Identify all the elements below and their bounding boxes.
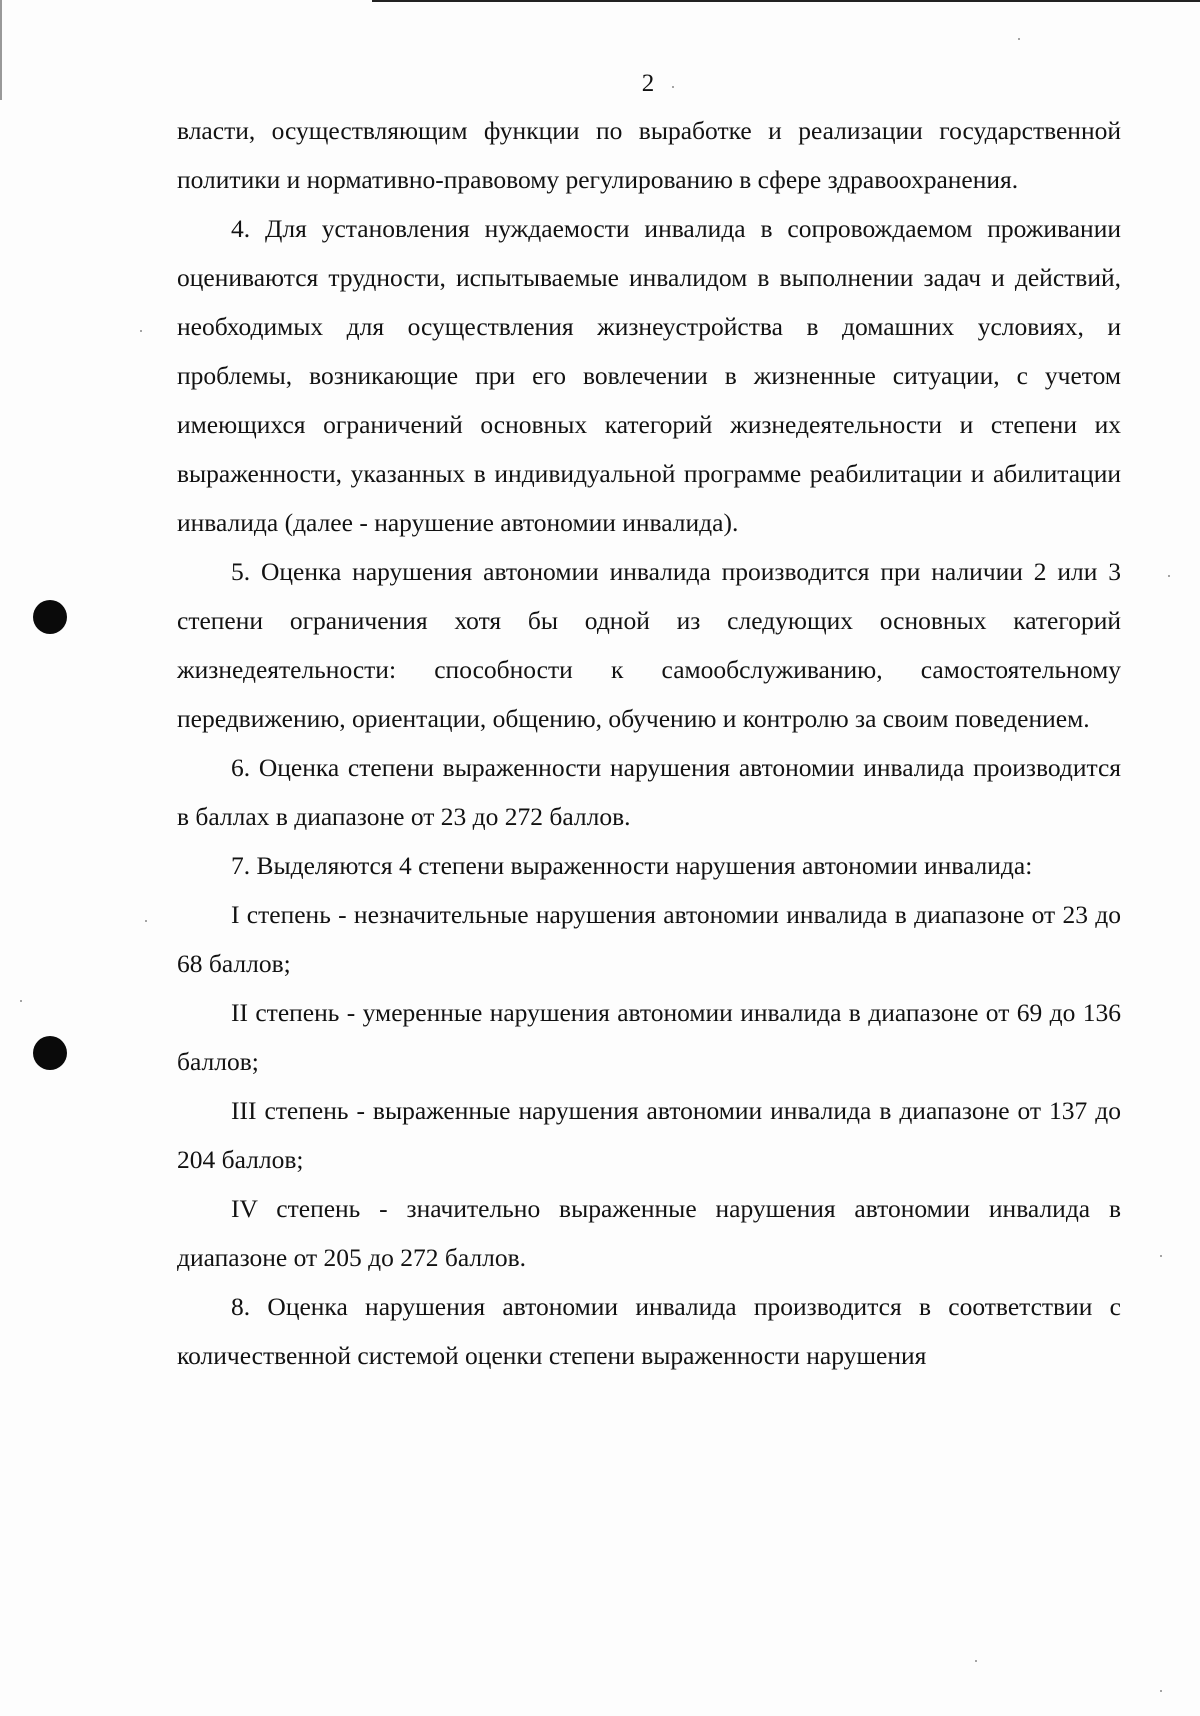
degree-3-paragraph: III степень - выраженные нарушения автономии инвалида в диапазоне от 137 до 204 баллов; [177,1096,1121,1174]
paragraph-continuation: власти, осуществляющим функции по выработке и реализации государственной политики и нормативно-правовому регулированию в сфере здравоохранения. [177,116,1121,194]
scan-speck [145,920,147,922]
scan-speck [1160,1255,1162,1257]
document-body [177,106,1121,1380]
paragraph-item-5: 5. Оценка нарушения автономии инвалида производится при наличии 2 или 3 степени ограничения хотя бы одной из следующих основных категорий жизнедеятельности: способности к самообслуживанию, самостоятельному передвижению, ориентации, общению, обучению и контролю за своим поведением. [177,557,1121,733]
degree-1-paragraph: I степень - незначительные нарушения автономии инвалида в диапазоне от 23 до 68 баллов; [177,900,1121,978]
page-number: 2 [641,70,655,97]
scan-speck [1018,38,1020,40]
paragraph-item-7: 7. Выделяются 4 степени выраженности нарушения автономии инвалида: [231,851,1033,880]
punch-hole-mark [33,1036,67,1070]
scan-top-border-line [372,0,1200,2]
scan-speck [1160,1690,1162,1692]
degree-2-paragraph: II степень - умеренные нарушения автономии инвалида в диапазоне от 69 до 136 баллов; [177,998,1121,1076]
paragraph-item-4: 4. Для установления нуждаемости инвалида в сопровождаемом проживании оцениваются трудности, испытываемые инвалидом в выполнении задач и действий, необходимых для осуществления жизнеустройства в домашних условиях, и проблемы, возникающие при его вовлечении в жизненные ситуации, с учетом имеющихся ограничений основных категорий жизнедеятельности и степени их выраженности, указанных в индивидуальной программе реабилитации и абилитации инвалида (далее - нарушение автономии инвалида). [177,214,1121,537]
degree-4-paragraph: IV степень - значительно выраженные нарушения автономии инвалида в диапазоне от 205 до 272 баллов. [177,1194,1121,1272]
punch-hole-mark [33,600,67,634]
paragraph-item-6: 6. Оценка степени выраженности нарушения автономии инвалида производится в баллах в диапазоне от 23 до 272 баллов. [177,753,1121,831]
scan-speck [975,1660,977,1662]
scan-speck [140,330,142,332]
scan-speck [1168,575,1170,577]
paragraph-item-8: 8. Оценка нарушения автономии инвалида производится в соответствии с количественной системой оценки степени выраженности нарушения [177,1292,1121,1370]
scan-speck [20,1000,22,1002]
